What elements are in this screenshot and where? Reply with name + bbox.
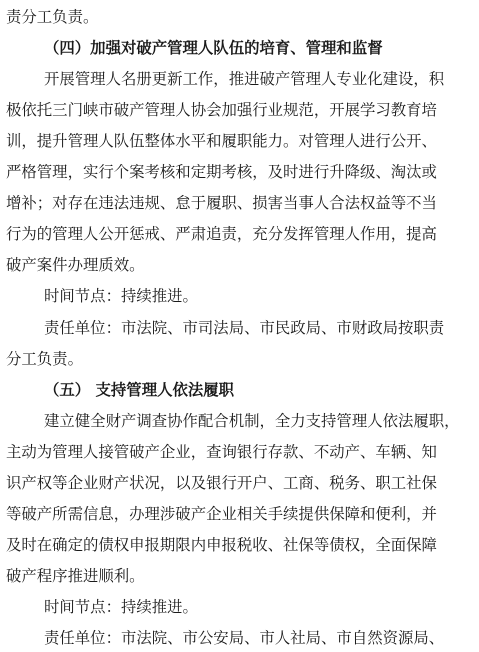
paragraph-line: 破产程序推进顺利。: [6, 566, 145, 585]
section-heading: （四）加强对破产管理人队伍的培育、管理和监督: [44, 39, 383, 58]
paragraph-line: 分工负责。: [6, 349, 83, 368]
paragraph-line: 责分工负责。: [6, 8, 99, 26]
responsible-units: 责任单位：市法院、市司法局、市民政局、市财政局按职责: [44, 318, 445, 337]
paragraph-line: 及时在确定的债权申报期限内申报税收、社保等债权，全面保障: [6, 535, 437, 554]
paragraph-line: 增补；对存在违法违规、怠于履职、损害当事人合法权益等不当: [6, 194, 437, 213]
paragraph-line: 破产案件办理质效。: [6, 256, 145, 275]
paragraph-line: 建立健全财产调查协作配合机制，全力支持管理人依法履职，: [44, 411, 460, 430]
section-heading: （五） 支持管理人依法履职: [44, 380, 235, 399]
time-node: 时间节点：持续推进。: [44, 287, 198, 306]
paragraph-line: 极依托三门峡市破产管理人协会加强行业规范，开展学习教育培: [6, 101, 437, 120]
paragraph-line: 等破产所需信息，办理涉破产企业相关手续提供保障和便利，并: [6, 504, 437, 523]
paragraph-line: 行为的管理人公开惩戒、严肃追责，充分发挥管理人作用，提高: [6, 225, 437, 244]
time-node: 时间节点：持续推进。: [44, 597, 198, 616]
paragraph-line: 严格管理，实行个案考核和定期考核，及时进行升降级、淘汰或: [6, 163, 437, 182]
responsible-units: 责任单位：市法院、市公安局、市人社局、市自然资源局、: [44, 629, 445, 647]
paragraph-line: 训，提升管理人队伍整体水平和履职能力。对管理人进行公开、: [6, 132, 437, 151]
paragraph-line: 开展管理人名册更新工作，推进破产管理人专业化建设，积: [44, 70, 445, 89]
paragraph-line: 识产权等企业财产状况，以及银行开户、工商、税务、职工社保: [6, 473, 437, 492]
paragraph-line: 主动为管理人接管破产企业，查询银行存款、不动产、车辆、知: [6, 442, 437, 461]
